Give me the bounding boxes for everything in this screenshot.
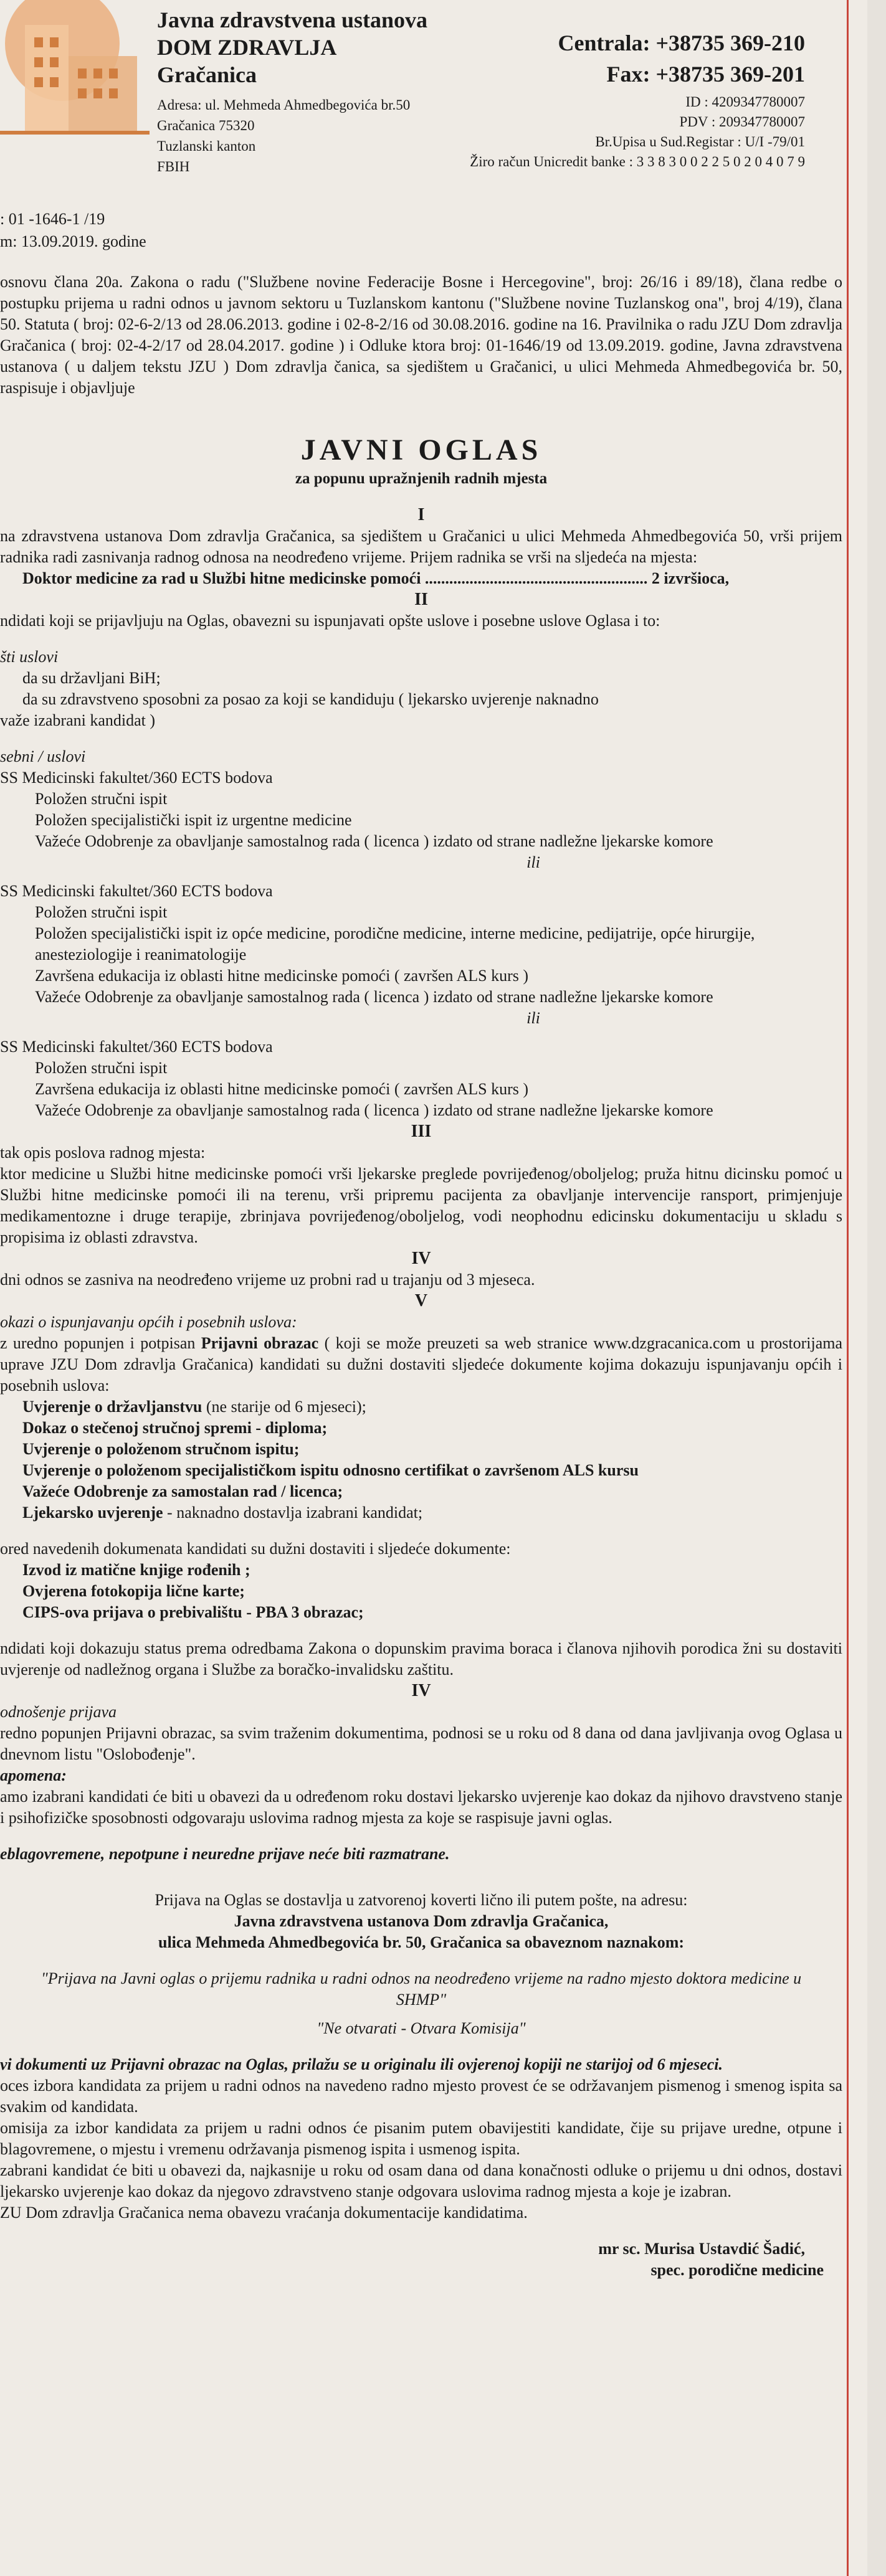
document-item-bold: Uvjerenje o položenom specijalističkom ispitu odnosno certifikat o završenom ALS kursu bbox=[22, 1461, 639, 1479]
originals-note: vi dokumenti uz Prijavni obrazac na Oglas, prilažu se u originalu ili ovjerenoj kopiji ne starijoj od 6 mjeseci. bbox=[0, 2055, 723, 2073]
ad-subtitle: za popunu upražnjenih radnih mjesta bbox=[295, 470, 548, 487]
general-conditions-heading: šti uslovi bbox=[0, 648, 59, 666]
note-heading: apomena: bbox=[0, 1766, 67, 1784]
group-item: Položen stručni ispit bbox=[35, 1059, 168, 1077]
address-line: Adresa: ul. Mehmeda Ahmedbegovića br.50 bbox=[157, 97, 411, 113]
group-item: Položen specijalistički ispit iz urgentne medicine bbox=[35, 811, 352, 829]
ad-body bbox=[0, 272, 842, 2281]
veterans-note: ndidati koji dokazuju status prema odredbama Zakona o dopunskim pravima boraca i članova njihovih porodica žni su dostaviti uvjerenje od nadležnog organa i Službe za boračko-invalidsku zaštitu. bbox=[0, 1639, 842, 1679]
or-separator: ili bbox=[526, 1009, 540, 1027]
job-description-heading: tak opis poslova radnog mjesta: bbox=[0, 1144, 206, 1162]
institution-line2: DOM ZDRAVLJA bbox=[157, 35, 337, 60]
group-item: Važeće Odobrenje za obavljanje samostalnog rada ( licenca ) izdato od strane nadležne ljekarske komore bbox=[35, 988, 713, 1006]
reference-block bbox=[0, 208, 842, 253]
id-line: ID : 4209347780007 bbox=[685, 94, 805, 110]
section-numeral: I bbox=[417, 505, 425, 524]
documents-intro-post: ( koji se može preuzeti sa web stranice www.dzgracanica.com u prostorijama uprave JZU Dom zdravlja Gračanica) kandidati su dužni dostaviti sljedeće dokumente kojima dokazuju ispunjavanju općih i posebnih uslova: bbox=[0, 1334, 842, 1395]
contact-numbers bbox=[558, 27, 805, 90]
document-item bbox=[0, 1502, 842, 1523]
section-numeral: II bbox=[414, 590, 428, 609]
extra-document-item: CIPS-ova prijava o prebivalištu - PBA 3 obrazac; bbox=[22, 1603, 364, 1621]
or-separator: ili bbox=[526, 853, 540, 871]
section-numeral: IV bbox=[411, 1681, 431, 1700]
delivery-address-line: ulica Mehmeda Ahmedbegovića br. 50, Gračanica sa obaveznom naznakom: bbox=[158, 1933, 685, 1951]
document-item-bold: Uvjerenje o državljanstvu bbox=[22, 1398, 202, 1416]
signature-title: spec. porodične medicine bbox=[650, 2261, 824, 2279]
general-item-tail: važe izabrani kandidat ) bbox=[0, 711, 156, 729]
signature-name: mr sc. Murisa Ustavdić Šadić, bbox=[598, 2240, 805, 2258]
extra-document-item: Izvod iz matične knjige rođenih ; bbox=[22, 1561, 250, 1579]
documents-heading: okazi o ispunjavanju općih i posebnih uslova: bbox=[0, 1313, 297, 1331]
document-item-bold: Dokaz o stečenoj stručnoj spremi - diploma; bbox=[22, 1419, 328, 1437]
reference-date: m: 13.09.2019. godine bbox=[0, 232, 146, 250]
group-item: Važeće Odobrenje za obavljanje samostalnog rada ( licenca ) izdato od strane nadležne ljekarske komore bbox=[35, 1101, 713, 1119]
group-title: SS Medicinski fakultet/360 ECTS bodova bbox=[0, 769, 273, 787]
extra-documents-heading: ored navedenih dokumenata kandidati su dužni dostaviti i sljedeće dokumente: bbox=[0, 1540, 511, 1558]
ad-title: JAVNI OGLAS bbox=[300, 433, 542, 466]
document-item bbox=[0, 1460, 842, 1481]
job-description-text: ktor medicine u Službi hitne medicinske pomoći vrši ljekarske preglede povrijeđenog/oboljelog; pruža hitnu dicinsku pomoć u Službi hitne medicinske pomoći ili na terenu, vrši pripremu pacijenta za obavljanje intervencije ransport, primjenjuje medikamentozne i druge terapije, zbrinjava povrijeđenog/oboljelog, vodi neophodnu edicinsku dokumentaciju u skladu s propisima iz oblasti zdravstva. bbox=[0, 1165, 842, 1246]
institution-line1: Javna zdravstvena ustanova bbox=[157, 7, 428, 32]
general-item: da su zdravstveno sposobni za posao za koji se kandiduju ( ljekarsko uvjerenje naknadno bbox=[22, 690, 599, 708]
group-item: anesteziologije i reanimatologije bbox=[35, 945, 247, 964]
do-not-open-marking: "Ne otvarati - Otvara Komisija" bbox=[317, 2019, 526, 2037]
group-title: SS Medicinski fakultet/360 ECTS bodova bbox=[0, 882, 273, 900]
document-item bbox=[0, 1481, 842, 1502]
group-item: Završena edukacija iz oblasti hitne medicinske pomoći ( završen ALS kurs ) bbox=[35, 967, 529, 985]
section-text: ndidati koji se prijavljuju na Oglas, obavezni su ispunjavati opšte uslove i posebne uslove Oglasa i to: bbox=[0, 612, 660, 630]
id-line: Žiro račun Unicredit banke : 3 3 8 3 0 0 2 2 5 0 2 0 4 0 7 9 bbox=[470, 154, 805, 169]
centrala-phone: Centrala: +38735 369-210 bbox=[558, 31, 805, 55]
special-conditions-heading: sebni / uslovi bbox=[0, 747, 86, 765]
page-edge-line bbox=[847, 0, 849, 2576]
document-item-bold: Važeće Odobrenje za samostalan rad / licenca; bbox=[22, 1482, 343, 1500]
group-item: Položen stručni ispit bbox=[35, 903, 168, 921]
id-line: PDV : 209347780007 bbox=[679, 114, 805, 130]
general-item: da su državljani BiH; bbox=[22, 669, 161, 687]
registration-ids bbox=[470, 92, 805, 172]
fax-number: Fax: +38735 369-201 bbox=[606, 62, 805, 87]
letterhead bbox=[0, 0, 842, 199]
envelope-marking: "Prijava na Javni oglas o prijemu radnika u radni odnos na neodređeno vrijeme na radno mjesto doktora medicine u SHMP" bbox=[40, 1969, 802, 2009]
application-form-term: Prijavni obrazac bbox=[201, 1334, 319, 1352]
intro-paragraph: osnovu člana 20a. Zakona o radu ("Službene novine Federacije Bosne i Hercegovine", broj: 26/16 i 89/18), člana redbe o postupku prijema u radni odnos u javnom sektoru u Tuzlanskom kantonu ("Službene novine Tuzlanskog ona", broj 4/19), člana 50. Statuta ( broj: 02-6-2/13 od 28.06.2013. godine i 02-8-2/16 od 30.08.2016. godine na 16. Pravilnika o radu JZU Dom zdravlja Gračanica ( broj: 02-4-2/17 od 28.04.2017. godine ) i Odluke ktora broj: 01-1646/19 od 13.09.2019. godine, Javna zdravstvena ustanova ( u daljem tekstu JZU ) Dom zdravlja čanica, sa sjedištem u Gračanici, u ulici Mehmeda Ahmedbegovića br. 50, raspisuje i objavljuje bbox=[0, 273, 842, 397]
document-item bbox=[0, 1439, 842, 1460]
address-line: Tuzlanski kanton bbox=[157, 138, 256, 154]
section-numeral: V bbox=[414, 1291, 428, 1310]
document-item-rest: - naknadno dostavlja izabrani kandidat; bbox=[163, 1503, 423, 1522]
group-title: SS Medicinski fakultet/360 ECTS bodova bbox=[0, 1038, 273, 1056]
section-text: na zdravstvena ustanova Dom zdravlja Gračanica, sa sjedištem u Gračanici u ulici Mehmeda Ahmedbegovića 50, vrši prijem radnika radi zasnivanja radnog odnosa na neodređeno vrijeme. Prijem radnika se vrši na sljedeća na mjesta: bbox=[0, 527, 842, 566]
institution-name bbox=[157, 6, 427, 88]
delivery-address-line: Javna zdravstvena ustanova Dom zdravlja Gračanica, bbox=[234, 1912, 609, 1930]
group-item: Završena edukacija iz oblasti hitne medicinske pomoći ( završen ALS kurs ) bbox=[35, 1080, 529, 1098]
closing-paragraph: oces izbora kandidata za prijem u radni odnos na navedeno radno mjesto provest će se održavanjem pismenog i smenog ispita sa svakim od kandidata. bbox=[0, 2076, 842, 2116]
section-numeral: III bbox=[411, 1122, 432, 1141]
employment-terms: dni odnos se zasniva na neodređeno vrijeme uz probni rad u trajanju od 3 mjeseca. bbox=[0, 1271, 535, 1289]
hospital-logo-icon bbox=[0, 0, 150, 156]
late-applications-warning: eblagovremene, nepotpune i neuredne prijave neće biti razmatrane. bbox=[0, 1845, 450, 1863]
address-block bbox=[147, 95, 410, 177]
section-numeral: IV bbox=[411, 1249, 431, 1268]
closing-paragraph: ZU Dom zdravlja Gračanica nema obavezu vraćanja dokumentacije kandidatima. bbox=[0, 2204, 528, 2222]
group-item: Položen stručni ispit bbox=[35, 790, 168, 808]
submission-text: redno popunjen Prijavni obrazac, sa svim traženim dokumentima, podnosi se u roku od 8 dana od dana javljivanja ovog Oglasa u dnevnom listu "Oslobođenje". bbox=[0, 1724, 842, 1763]
group-item: Važeće Odobrenje za obavljanje samostalnog rada ( licenca ) izdato od strane nadležne ljekarske komore bbox=[35, 832, 713, 850]
extra-document-item: Ovjerena fotokopija lične karte; bbox=[22, 1582, 245, 1600]
address-line: Gračanica 75320 bbox=[157, 118, 255, 133]
document-item bbox=[0, 1418, 842, 1439]
document-item-bold: Ljekarsko uvjerenje bbox=[22, 1503, 163, 1522]
document-item bbox=[0, 1396, 842, 1418]
document-item-bold: Uvjerenje o položenom stručnom ispitu; bbox=[22, 1440, 300, 1458]
document-item-rest: (ne starije od 6 mjeseci); bbox=[202, 1398, 366, 1416]
documents-intro bbox=[0, 1333, 842, 1396]
institution-line3: Gračanica bbox=[157, 62, 257, 87]
closing-paragraph: zabrani kandidat će biti u obavezi da, najkasnije u roku od osam dana od dana konačnosti odluke o prijemu u dni odnos, dostavi ljekarsko uvjerenje kao dokaz da njegovo zdravstveno stanje odgovara uslovima radnog mjesta a koje je izabran. bbox=[0, 2161, 842, 2200]
delivery-instructions: Prijava na Oglas se dostavlja u zatvorenoj koverti lično ili putem pošte, na adresu: bbox=[155, 1891, 688, 1909]
documents-intro-pre: z uredno popunjen i potpisan bbox=[0, 1334, 201, 1352]
id-line: Br.Upisa u Sud.Registar : U/I -79/01 bbox=[595, 134, 805, 149]
position-line: Doktor medicine za rad u Službi hitne medicinske pomoći ....................................................... 2 izvršioca, bbox=[22, 569, 730, 587]
address-line: FBIH bbox=[157, 159, 190, 174]
note-text: amo izabrani kandidati će biti u obavezi da u određenom roku dostavi ljekarsko uvjerenje kao dokaz da njihovo dravstveno stanje i psihofizičke sposobnosti odgovaraju uslovima radnog mjesta za koje se raspisuje javni oglas. bbox=[0, 1788, 842, 1827]
group-item: Položen specijalistički ispit iz opće medicine, porodične medicine, interne medicine, pedijatrije, opće hirurgije, bbox=[35, 924, 755, 942]
closing-paragraph: omisija za izbor kandidata za prijem u radni odnos će pisanim putem obavijestiti kandidate, čije su prijave uredne, otpune i blagovremene, o mjestu i vremenu održavanja pismenog ispita i usmenog ispita. bbox=[0, 2119, 842, 2158]
reference-number: : 01 -1646-1 /19 bbox=[0, 210, 105, 228]
submission-heading: odnošenje prijava bbox=[0, 1703, 117, 1721]
